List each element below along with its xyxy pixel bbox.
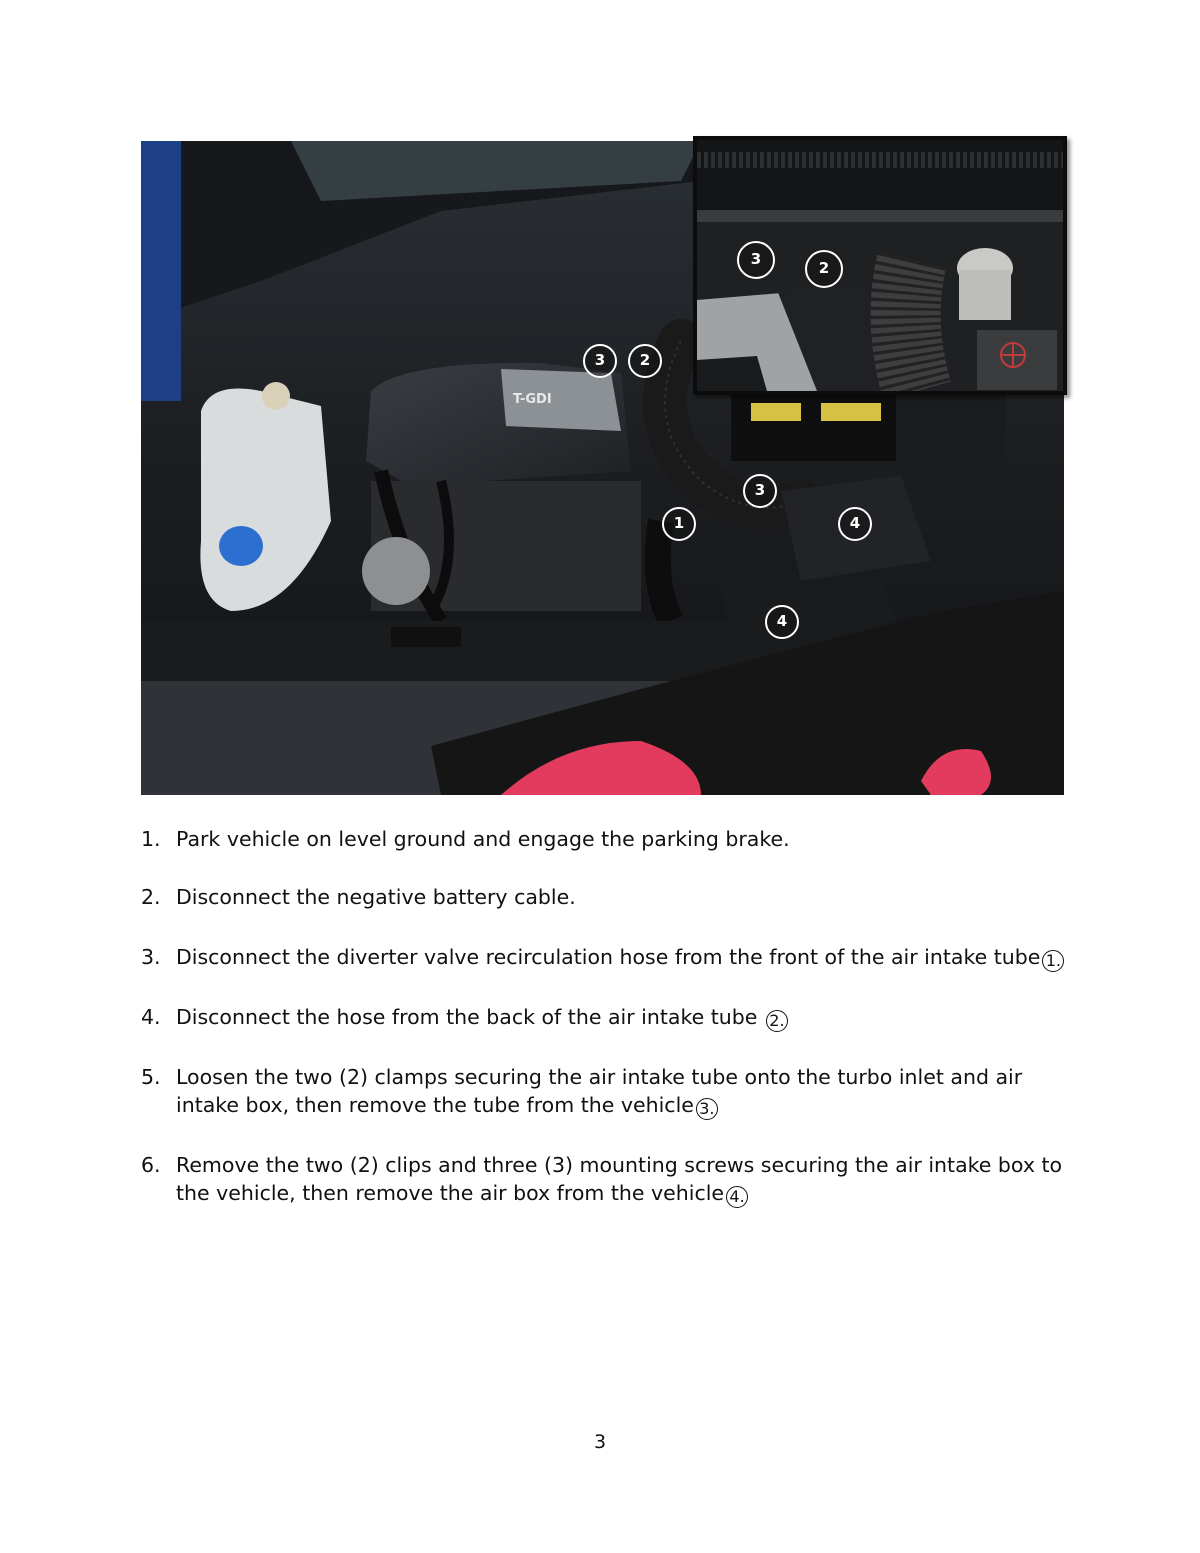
step-text: Loosen the two (2) clamps securing the air intake tube onto the turbo inlet and air intake box, then remove the tube from the vehicle — [176, 1065, 1023, 1117]
step-text: Disconnect the negative battery cable. — [176, 885, 576, 909]
callout-ref-3: 3. — [696, 1098, 718, 1120]
step-number: 4. — [141, 1005, 161, 1029]
page-number: 3 — [593, 1431, 607, 1453]
callout-2: 2 — [628, 344, 662, 378]
inset-closeup-photo — [693, 136, 1067, 395]
step-number: 1. — [141, 827, 161, 851]
step-text: Disconnect the hose from the back of the air intake tube — [176, 1005, 758, 1029]
step-text: Remove the two (2) clips and three (3) mounting screws securing the air intake box to the vehicle, then remove the air box from the vehicle — [176, 1153, 1063, 1205]
callout-4-lower: 4 — [765, 605, 799, 639]
step-number: 6. — [141, 1153, 161, 1177]
callout-3: 3 — [583, 344, 617, 378]
engine-badge: T-GDI — [513, 392, 552, 407]
inset-callout-2: 2 — [805, 250, 843, 288]
callout-ref-2: 2. — [766, 1010, 788, 1032]
step-text: Disconnect the diverter valve recirculation hose from the front of the air intake tube — [176, 945, 1041, 969]
callout-1: 1 — [662, 507, 696, 541]
inset-callout-3: 3 — [737, 241, 775, 279]
callout-4-box: 4 — [838, 507, 872, 541]
step-number: 2. — [141, 885, 161, 909]
step-number: 5. — [141, 1065, 161, 1089]
callout-ref-4: 4. — [726, 1186, 748, 1208]
callout-3-tube: 3 — [743, 474, 777, 508]
step-number: 3. — [141, 945, 161, 969]
step-text: Park vehicle on level ground and engage the parking brake. — [176, 827, 790, 851]
callout-ref-1: 1. — [1042, 950, 1064, 972]
